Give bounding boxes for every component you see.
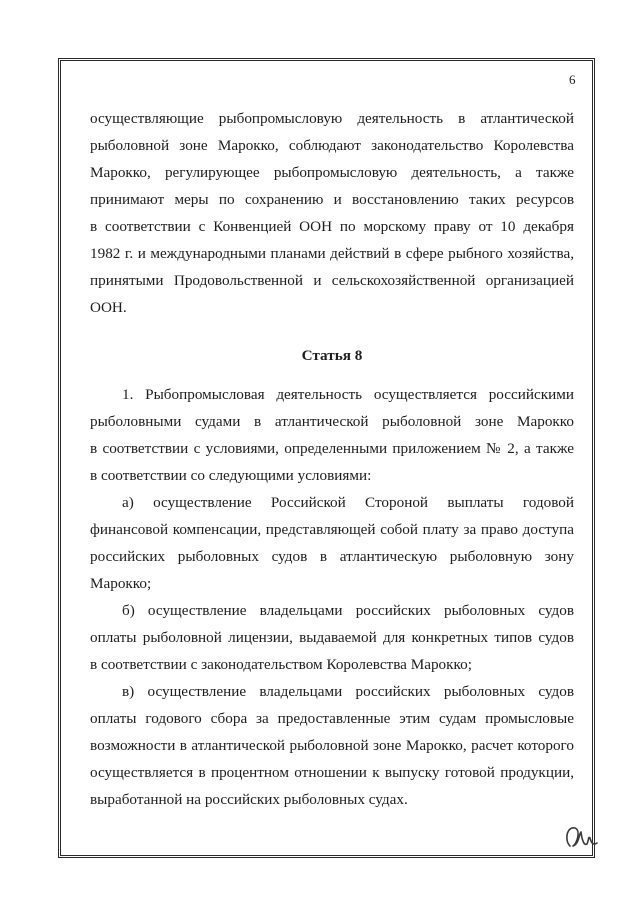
text-line: оплаты рыболовной лицензии, выдаваемой для конкретных типов судов	[90, 629, 574, 646]
text-line: осуществляется в процентном отношении к выпуску готовой продукции,	[90, 764, 574, 781]
text-line: Марокко;	[90, 575, 152, 592]
text-line: принятыми Продовольственной и сельскохозяйственной организацией	[90, 272, 574, 289]
text-line: выработанной на российских рыболовных судах.	[90, 791, 408, 808]
text-line: финансовой компенсации, представляющей собой плату за право доступа	[90, 521, 574, 538]
text-line: в соответствии с законодательством Королевства Марокко;	[90, 656, 472, 673]
text-line: а) осуществление Российской Стороной выплаты годовой	[122, 494, 574, 511]
text-line: принимают меры по сохранению и восстановлению таких ресурсов	[90, 191, 574, 208]
text-line: в соответствии с Конвенцией ООН по морскому праву от 10 декабря	[90, 218, 574, 235]
text-line: в) осуществление владельцами российских рыболовных судов	[122, 683, 574, 700]
text-line: ООН.	[90, 299, 127, 316]
initials-signature	[561, 816, 601, 856]
text-line: рыболовной зоне Марокко, соблюдают законодательство Королевства	[90, 137, 574, 154]
text-line: 1982 г. и международными планами действий в сфере рыбного хозяйства,	[90, 245, 574, 262]
text-line: в соответствии с условиями, определенными приложением № 2, а также	[90, 440, 574, 457]
text-line: Марокко, регулирующее рыбопромысловую деятельность, а также	[90, 164, 574, 181]
text-line: возможности в атлантической рыболовной зоне Марокко, расчет которого	[90, 737, 574, 754]
page-number: 6	[569, 72, 576, 87]
text-line: российских рыболовных судов в атлантическую рыболовную зону	[90, 548, 574, 565]
text-line: б) осуществление владельцами российских рыболовных судов	[122, 602, 574, 619]
text-line: в соответствии со следующими условиями:	[90, 467, 372, 484]
text-line: 1. Рыбопромысловая деятельность осуществляется российскими	[122, 386, 574, 403]
article-heading: Статья 8	[301, 347, 363, 364]
text-line: рыболовными судами в атлантической рыболовной зоне Марокко	[90, 413, 574, 430]
text-line: осуществляющие рыбопромысловую деятельность в атлантической	[90, 110, 574, 127]
text-line: оплаты годового сбора за предоставленные этим судам промысловые	[90, 710, 574, 727]
